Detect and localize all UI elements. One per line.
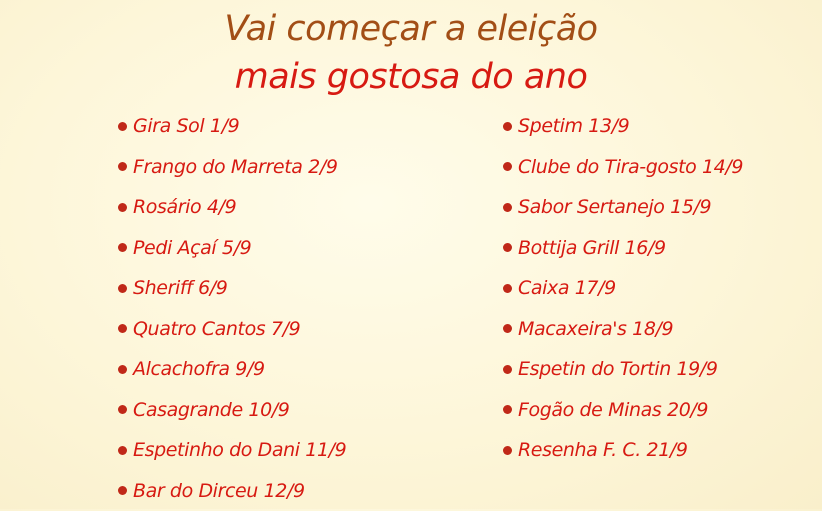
list-item [503,187,743,228]
bullet-icon [118,405,127,414]
list-item [503,147,743,188]
list-item-text: Sheriff 6/9 [133,277,227,299]
list-item-text: Espetin do Tortin 19/9 [518,358,718,380]
list-item [118,268,346,309]
bullet-icon [503,203,512,212]
list-item-text: Resenha F. C. 21/9 [518,439,688,461]
bullet-icon [118,203,127,212]
title-line-2: mais gostosa do ano [0,60,822,95]
list-item-text: Frango do Marreta 2/9 [133,156,338,178]
list-item [118,106,346,147]
bullet-icon [503,122,512,131]
list-item-text: Casagrande 10/9 [133,399,289,421]
list-item [503,309,743,350]
bullet-icon [118,324,127,333]
list-item [503,268,743,309]
list-item [118,390,346,431]
list-item [503,349,743,390]
title-line-1: Vai começar a eleição [0,12,822,47]
list-item [503,228,743,269]
list-item-text: Bar do Dirceu 12/9 [133,480,305,502]
bullet-icon [503,243,512,252]
bullet-icon [118,284,127,293]
list-item [118,430,346,471]
bullet-icon [118,446,127,455]
bullet-icon [118,243,127,252]
bullet-icon [503,365,512,374]
list-item [118,147,346,188]
bullet-icon [503,162,512,171]
bullet-icon [118,486,127,495]
bullet-icon [503,284,512,293]
list-item-text: Bottija Grill 16/9 [518,237,666,259]
schedule-list-left [118,106,346,511]
list-item-text: Gira Sol 1/9 [133,115,239,137]
bullet-icon [118,365,127,374]
list-item-text: Fogão de Minas 20/9 [518,399,708,421]
bullet-icon [118,162,127,171]
list-item [118,349,346,390]
list-item-text: Quatro Cantos 7/9 [133,318,300,340]
bullet-icon [503,324,512,333]
list-item-text: Clube do Tira-gosto 14/9 [518,156,743,178]
list-item [118,187,346,228]
bullet-icon [503,446,512,455]
list-item-text: Espetinho do Dani 11/9 [133,439,346,461]
list-item-text: Caixa 17/9 [518,277,616,299]
list-item [118,471,346,511]
list-item-text: Pedi Açaí 5/9 [133,237,251,259]
list-item [118,309,346,350]
list-item-text: Rosário 4/9 [133,196,236,218]
list-item-text: Spetim 13/9 [518,115,629,137]
bullet-icon [118,122,127,131]
list-item-text: Sabor Sertanejo 15/9 [518,196,711,218]
list-item [118,228,346,269]
list-item [503,390,743,431]
bullet-icon [503,405,512,414]
list-item [503,430,743,471]
list-item [503,106,743,147]
schedule-list-right [503,106,743,471]
list-item-text: Alcachofra 9/9 [133,358,265,380]
list-item-text: Macaxeira's 18/9 [518,318,673,340]
